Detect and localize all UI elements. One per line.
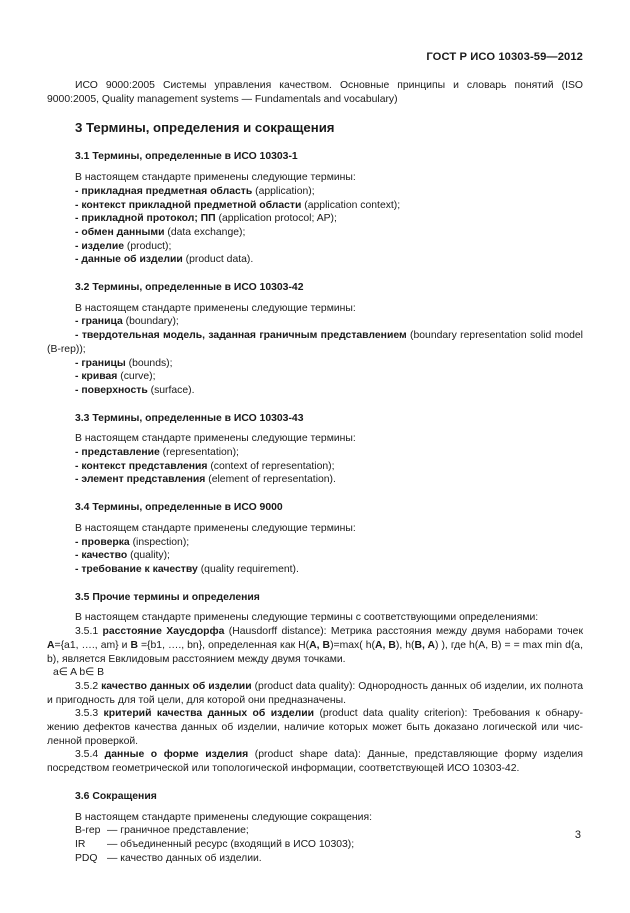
subsection-3-1-heading: 3.1 Термины, определенные в ИСО 10303-1	[75, 151, 298, 163]
term-item: - элемент представления (element of representation).	[75, 474, 336, 486]
abbreviation-row	[47, 852, 583, 866]
subsection-3-3-heading: 3.3 Термины, определенные в ИСО 10303-43	[75, 412, 304, 424]
abbreviation-definition: — качество данных об изделии.	[107, 852, 262, 864]
subsection-3-2-intro: В настоящем стандарте применены следующие термины:	[75, 302, 356, 314]
term-item: - твердотельная модель, заданная граничным представлением (boundary representation solid model (B-rep));	[47, 330, 583, 355]
term-item: - качество (quality);	[75, 550, 170, 562]
term-item: - границы (bounds);	[75, 357, 173, 369]
term-item: - обмен данными (data exchange);	[75, 226, 246, 238]
abbreviation-row	[47, 824, 583, 838]
document-body	[47, 79, 583, 865]
document-header: ГОСТ Р ИСО 10303-59—2012	[426, 51, 583, 63]
term-item: - данные об изделии (product data).	[75, 254, 254, 266]
term-item: - кривая (curve);	[75, 371, 156, 383]
subsection-3-5-intro: В настоящем стандарте применены следующие термины с соответствующими определениями:	[75, 612, 539, 624]
term-item: - изделие (product);	[75, 240, 172, 252]
definition-3-5-2: 3.5.2 качество данных об изделии (product data quality): Однородность данных об изделии, их полнота и пригодность для той цели, для которой они предназначены.	[47, 680, 583, 706]
subsection-3-6-heading: 3.6 Сокращения	[75, 790, 157, 802]
reference-paragraph: ИСО 9000:2005 Системы управления качеством. Основные принципы и словарь понятий (ISO 9000:2005, Quality management systems — Fundamentals and vocabulary)	[47, 80, 583, 105]
abbreviation-definition: — граничное представление;	[107, 825, 249, 837]
subsection-3-4-heading: 3.4 Термины, определенные в ИСО 9000	[75, 502, 283, 514]
subsection-3-4-intro: В настоящем стандарте применены следующие термины:	[75, 522, 356, 534]
abbreviation-code: IR	[75, 838, 86, 850]
definition-3-5-4: 3.5.4 данные о форме изделия (product shape data): Данные, представляющие форму изделия посредством геометрической или топологической информации, соответствующей ИСО 10303-42.	[47, 749, 583, 775]
abbreviation-code: PDQ	[75, 852, 98, 864]
subsection-3-1-intro: В настоящем стандарте применены следующие термины:	[75, 172, 356, 184]
section-3-heading: 3 Термины, определения и сокращения	[75, 120, 335, 136]
term-item: - контекст прикладной предметной области (application context);	[75, 199, 401, 211]
term-item: - контекст представления (context of representation);	[75, 460, 335, 472]
subsection-3-6-intro: В настоящем стандарте применены следующие сокращения:	[75, 811, 372, 823]
abbreviation-row	[47, 838, 583, 852]
abbreviation-definition: — объединенный ресурс (входящий в ИСО 10303);	[107, 838, 355, 850]
abbreviation-code: B-rep	[75, 825, 101, 837]
term-item: - поверхность (surface).	[75, 384, 195, 396]
subsection-3-3-intro: В настоящем стандарте применены следующие термины:	[75, 433, 356, 445]
term-item: - проверка (inspection);	[75, 536, 190, 548]
formula-subscripts: a∈ A b∈ B	[53, 667, 105, 679]
term-item: - требование к качеству (quality requirement).	[75, 563, 299, 575]
subsection-3-2-heading: 3.2 Термины, определенные в ИСО 10303-42	[75, 282, 304, 294]
term-item: - представление (representation);	[75, 447, 239, 459]
term-item: - граница (boundary);	[75, 316, 179, 328]
term-item: - прикладная предметная область (application);	[75, 185, 315, 197]
subsection-3-5-heading: 3.5 Прочие термины и определения	[75, 591, 260, 603]
term-item: - прикладной протокол; ПП (application protocol; AP);	[75, 213, 337, 225]
page-number: 3	[574, 829, 581, 841]
definition-3-5-3: 3.5.3 критерий качества данных об изделии (product data quality criterion): Требования к обнару-жению дефектов качества данных об изделии, наличие которых может быть доказано логической или чис-ленной проверкой.	[47, 708, 583, 747]
definition-3-5-1: 3.5.1 расстояние Хаусдорфа (Hausdorff distance): Метрика расстояния между двумя наборами точек A={a1, …., am} и B ={b1, …., bn}, определенная как H(A, B)=max( h(A, B), h(B, A) ), где h(A, B) = = max min d(a, b), является Евклидовым расстоянием между двумя точками.	[47, 626, 583, 665]
